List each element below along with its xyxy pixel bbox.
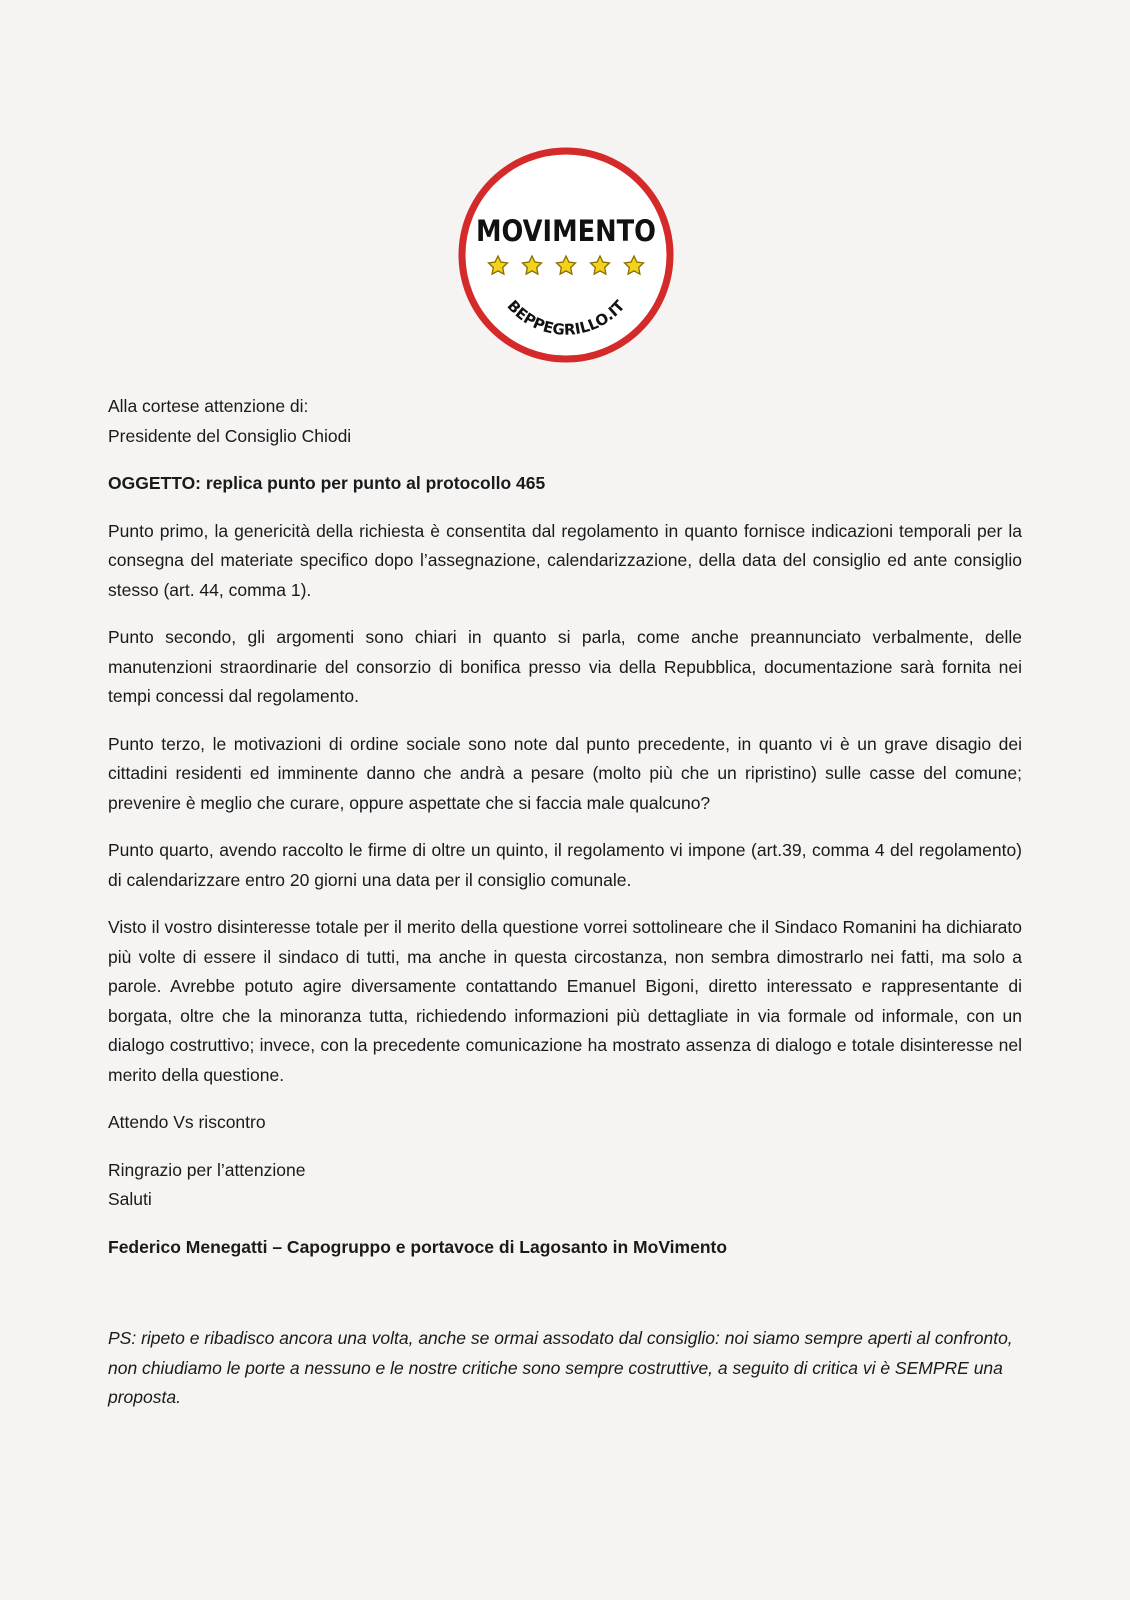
paragraph-point-one: Punto primo, la genericità della richiesta è consentita dal regolamento in quanto fornisce indicazioni temporali per la consegna del materiate specifico dopo l’assegnazione, calendarizzazione, della data del consiglio ed ante consiglio stesso (art. 44, comma 1). [108, 520, 1022, 600]
subject-line: OGGETTO: replica punto per punto al protocollo 465 [108, 473, 546, 493]
logo-brand-text: MOVIMENTO [476, 214, 656, 248]
paragraph-point-two: Punto secondo, gli argomenti sono chiari in quanto si parla, come anche preannunciato verbalmente, delle manutenzioni straordinarie del consorzio di bonifica presso via della Repubblica, documentazione sarà fornita nei tempi concessi dal regolamento. [108, 627, 1022, 706]
logo-domain-text: BEPPEGRILLO.IT [503, 296, 629, 339]
recipient-line: Presidente del Consiglio Chiodi [108, 425, 352, 446]
greeting-line: Saluti [108, 1189, 152, 1209]
await-reply-line: Attendo Vs riscontro [108, 1112, 266, 1132]
letter-body [108, 392, 1022, 1413]
signature-line: Federico Menegatti – Capogruppo e portavoce di Lagosanto in MoVimento [108, 1236, 728, 1257]
postscript: PS: ripeto e ribadisco ancora una volta, anche se ormai assodato dal consiglio: noi siamo sempre aperti al confronto, non chiudiamo le porte a nessuno e le nostre critiche sono sempre costruttive, a seguito di critica vi è SEMPRE una proposta. [108, 1328, 1013, 1407]
attention-line: Alla cortese attenzione di: [108, 396, 309, 416]
thanks-line: Ringrazio per l’attenzione [108, 1159, 306, 1180]
paragraph-point-four: Punto quarto, avendo raccolto le firme di oltre un quinto, il regolamento vi impone (art.39, comma 4 del regolamento) di calendarizzare entro 20 giorni una data per il consiglio comunale. [108, 840, 1022, 890]
paragraph-closing-remarks: Visto il vostro disinteresse totale per il merito della questione vorrei sottolineare che il Sindaco Romanini ha dichiarato più volte di essere il sindaco di tutti, ma anche in questa circostanza, non sembra dimostrarlo nei fatti, ma solo a parole. Avrebbe potuto agire diversamente contattando Emanuel Bigoni, diretto interessato e rappresentante di borgata, oltre che la minoranza tutta, richiedendo informazioni più dettagliate in via formale od informale, con un dialogo costruttivo; invece, con la precedente comunicazione ha mostrato assenza di dialogo e totale disinteresse nel merito della questione. [108, 917, 1022, 1085]
movimento-5-stelle-logo [456, 145, 676, 365]
paragraph-point-three: Punto terzo, le motivazioni di ordine sociale sono note dal punto precedente, in quanto vi è un grave disagio dei cittadini residenti ed imminente danno che andrà a pesare (molto più che un ripristino) sulle casse del comune; prevenire è meglio che curare, oppure aspettate che si faccia male qualcuno? [108, 733, 1022, 813]
logo-graphic [456, 145, 676, 365]
